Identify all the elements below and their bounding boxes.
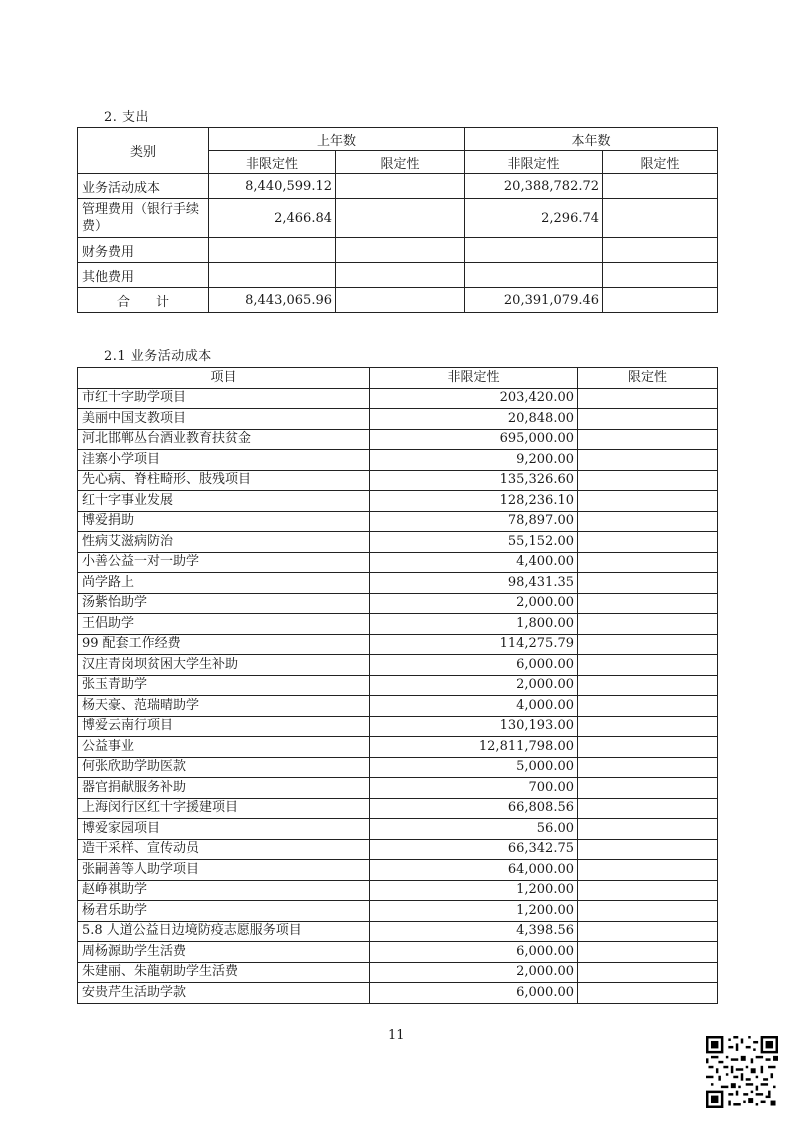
cell-value	[465, 263, 603, 288]
cell-value	[336, 199, 465, 238]
table-row	[78, 696, 718, 717]
cell-restricted	[578, 839, 718, 860]
cell-unrestricted: 2,000.00	[370, 675, 578, 696]
cell-restricted	[578, 552, 718, 573]
table-row	[78, 532, 718, 553]
cell-restricted	[578, 532, 718, 553]
cell-restricted	[578, 716, 718, 737]
cell-restricted	[578, 880, 718, 901]
table-row	[78, 593, 718, 614]
row-item: 尚学路上	[78, 573, 370, 594]
cell-value	[336, 174, 465, 199]
cell-value: 20,388,782.72	[465, 174, 603, 199]
table-row	[78, 901, 718, 922]
cell-restricted	[578, 429, 718, 450]
cell-unrestricted: 12,811,798.00	[370, 737, 578, 758]
row-item: 杨天豪、范瑞晴助学	[78, 696, 370, 717]
cell-restricted	[578, 819, 718, 840]
cell-unrestricted: 4,400.00	[370, 552, 578, 573]
cell-unrestricted: 98,431.35	[370, 573, 578, 594]
cell-unrestricted: 55,152.00	[370, 532, 578, 553]
row-item: 汤紫怡助学	[78, 593, 370, 614]
table-row	[78, 839, 718, 860]
cell-restricted	[578, 450, 718, 471]
row-item: 先心病、脊柱畸形、肢残项目	[78, 470, 370, 491]
expenses-table	[77, 127, 718, 313]
table-row	[78, 552, 718, 573]
table-row	[78, 388, 718, 409]
table-row	[78, 921, 718, 942]
row-item: 汉庄青岗坝贫困大学生补助	[78, 655, 370, 676]
cell-value: 2,466.84	[209, 199, 336, 238]
cell-unrestricted: 6,000.00	[370, 942, 578, 963]
cell-restricted	[578, 614, 718, 635]
cell-unrestricted: 2,000.00	[370, 593, 578, 614]
page-number: 11	[388, 1028, 405, 1043]
cell-value	[603, 238, 718, 263]
total-value	[336, 288, 465, 313]
row-item: 公益事业	[78, 737, 370, 758]
cell-value	[336, 263, 465, 288]
cell-restricted	[578, 573, 718, 594]
row-item: 器官捐献服务补助	[78, 778, 370, 799]
cell-value	[603, 263, 718, 288]
row-item: 博爱云南行项目	[78, 716, 370, 737]
table-row	[78, 450, 718, 471]
cell-unrestricted: 5,000.00	[370, 757, 578, 778]
table-row	[78, 942, 718, 963]
total-label: 合 计	[78, 288, 209, 313]
cell-unrestricted: 9,200.00	[370, 450, 578, 471]
cell-value	[603, 174, 718, 199]
cell-unrestricted: 203,420.00	[370, 388, 578, 409]
table-row	[78, 634, 718, 655]
cell-unrestricted: 6,000.00	[370, 655, 578, 676]
table-row	[78, 614, 718, 635]
header-category: 类别	[78, 128, 209, 174]
business-cost-table	[77, 367, 718, 1004]
row-item: 周杨源助学生活费	[78, 942, 370, 963]
header-item: 项目	[78, 368, 370, 389]
cell-unrestricted: 1,200.00	[370, 880, 578, 901]
row-item: 赵峥祺助学	[78, 880, 370, 901]
cell-value	[209, 263, 336, 288]
cell-value	[336, 238, 465, 263]
row-item: 上海闵行区红十字援建项目	[78, 798, 370, 819]
cell-unrestricted: 700.00	[370, 778, 578, 799]
cell-unrestricted: 1,800.00	[370, 614, 578, 635]
row-label: 业务活动成本	[78, 174, 209, 199]
table-row	[78, 757, 718, 778]
cell-unrestricted: 114,275.79	[370, 634, 578, 655]
cell-unrestricted: 20,848.00	[370, 409, 578, 430]
table-row	[78, 491, 718, 512]
cell-restricted	[578, 737, 718, 758]
row-label: 其他费用	[78, 263, 209, 288]
row-item: 美丽中国支教项目	[78, 409, 370, 430]
table-row	[78, 983, 718, 1004]
row-item: 洼寨小学项目	[78, 450, 370, 471]
cell-unrestricted: 66,342.75	[370, 839, 578, 860]
table-row	[78, 737, 718, 758]
table-row	[78, 409, 718, 430]
section1-heading: 2. 支出	[104, 110, 150, 125]
cell-restricted	[578, 655, 718, 676]
row-item: 杨君乐助学	[78, 901, 370, 922]
table-row	[78, 199, 718, 238]
total-value	[603, 288, 718, 313]
header-unrestricted: 非限定性	[370, 368, 578, 389]
cell-restricted	[578, 634, 718, 655]
row-item: 河北邯郸丛台酒业教育扶贫金	[78, 429, 370, 450]
cell-unrestricted: 6,000.00	[370, 983, 578, 1004]
header-prev-unrestricted: 非限定性	[209, 151, 336, 174]
header-prev-restricted: 限定性	[336, 151, 465, 174]
row-item: 博爱家园项目	[78, 819, 370, 840]
cell-restricted	[578, 962, 718, 983]
cell-restricted	[578, 491, 718, 512]
row-item: 小善公益一对一助学	[78, 552, 370, 573]
table-row	[78, 716, 718, 737]
cell-restricted	[578, 388, 718, 409]
row-item: 朱建丽、朱龍朝助学生活费	[78, 962, 370, 983]
cell-restricted	[578, 675, 718, 696]
table-row	[78, 860, 718, 881]
cell-value	[603, 199, 718, 238]
row-label: 财务费用	[78, 238, 209, 263]
header-cur-restricted: 限定性	[603, 151, 718, 174]
cell-restricted	[578, 757, 718, 778]
row-item: 张嗣善等人助学项目	[78, 860, 370, 881]
total-value: 8,443,065.96	[209, 288, 336, 313]
table-row	[78, 880, 718, 901]
cell-restricted	[578, 696, 718, 717]
cell-unrestricted: 4,398.56	[370, 921, 578, 942]
row-item: 5.8 人道公益日边境防疫志愿服务项目	[78, 921, 370, 942]
cell-restricted	[578, 470, 718, 491]
cell-restricted	[578, 901, 718, 922]
table-row	[78, 655, 718, 676]
cell-unrestricted: 66,808.56	[370, 798, 578, 819]
cell-restricted	[578, 778, 718, 799]
cell-value	[465, 238, 603, 263]
table-row	[78, 238, 718, 263]
row-item: 张玉青助学	[78, 675, 370, 696]
cell-unrestricted: 78,897.00	[370, 511, 578, 532]
qr-code-icon	[706, 1036, 778, 1108]
row-label: 管理费用（银行手续费）	[78, 199, 209, 238]
cell-unrestricted: 135,326.60	[370, 470, 578, 491]
cell-unrestricted: 2,000.00	[370, 962, 578, 983]
total-row	[78, 288, 718, 313]
header-prev-year: 上年数	[209, 128, 465, 151]
cell-unrestricted: 130,193.00	[370, 716, 578, 737]
row-item: 99 配套工作经费	[78, 634, 370, 655]
total-value: 20,391,079.46	[465, 288, 603, 313]
cell-unrestricted: 56.00	[370, 819, 578, 840]
cell-unrestricted: 64,000.00	[370, 860, 578, 881]
table-row	[78, 573, 718, 594]
cell-restricted	[578, 983, 718, 1004]
cell-restricted	[578, 860, 718, 881]
table-row	[78, 470, 718, 491]
cell-restricted	[578, 921, 718, 942]
table-row	[78, 778, 718, 799]
header-this-year: 本年数	[465, 128, 718, 151]
table-row	[78, 263, 718, 288]
row-item: 造干采样、宣传动员	[78, 839, 370, 860]
table-row	[78, 798, 718, 819]
cell-restricted	[578, 798, 718, 819]
row-item: 市红十字助学项目	[78, 388, 370, 409]
table-row	[78, 962, 718, 983]
table-row	[78, 174, 718, 199]
cell-restricted	[578, 593, 718, 614]
cell-restricted	[578, 409, 718, 430]
cell-unrestricted: 1,200.00	[370, 901, 578, 922]
table-row	[78, 819, 718, 840]
row-item: 性病艾滋病防治	[78, 532, 370, 553]
table-row	[78, 429, 718, 450]
row-item: 王侣助学	[78, 614, 370, 635]
table-row	[78, 675, 718, 696]
cell-unrestricted: 128,236.10	[370, 491, 578, 512]
cell-value: 8,440,599.12	[209, 174, 336, 199]
cell-value	[209, 238, 336, 263]
row-item: 何张欣助学助医款	[78, 757, 370, 778]
cell-value: 2,296.74	[465, 199, 603, 238]
row-item: 红十字事业发展	[78, 491, 370, 512]
cell-restricted	[578, 511, 718, 532]
row-item: 安贵芹生活助学款	[78, 983, 370, 1004]
section2-heading: 2.1 业务活动成本	[104, 349, 212, 364]
table-row	[78, 511, 718, 532]
header-cur-unrestricted: 非限定性	[465, 151, 603, 174]
header-restricted: 限定性	[578, 368, 718, 389]
cell-unrestricted: 695,000.00	[370, 429, 578, 450]
cell-restricted	[578, 942, 718, 963]
cell-unrestricted: 4,000.00	[370, 696, 578, 717]
row-item: 博爱捐助	[78, 511, 370, 532]
